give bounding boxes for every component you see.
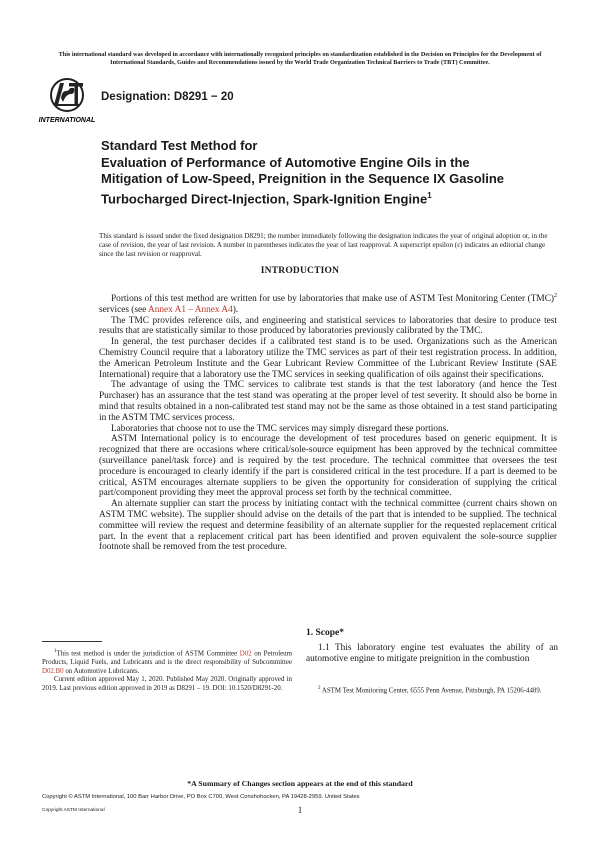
footnote-2 <box>306 685 558 696</box>
copyright-line: Copyright © ASTM International, 100 Barr Harbor Drive, PO Box C700, West Conshohocken, PA 19428-2959. United States <box>42 794 360 800</box>
scope-paragraph: 1.1 This laboratory engine test evaluates the ability of an automotive engine to mitigate preignition in the combustion <box>306 643 558 664</box>
subcommittee-link[interactable]: D02.B0 <box>42 667 64 675</box>
intro-paragraph: Laboratories that choose not to use the TMC services may simply disregard these portions. <box>111 423 449 434</box>
footnote-text: on Petroleum Products, Liquid Fuels, and Lubricants and is the direct responsibility of Subcommittee <box>42 650 292 666</box>
footnote-1-edition: Current edition approved May 1, 2020. Published May 2020. Originally approved in 2019. Last previous edition approved in 2019 as D8291 – 19. DOI: 10.1520/D8291-20. <box>42 676 292 693</box>
intro-paragraph: In general, the test purchaser decides if a calibrated test stand is to be used. Organizations such as the American Chemistry Council require that a laboratory utilize the TMC services as part of their test registration process. In addition, the American Petroleum Institute and the Gear Lubricant Review Committee of the Lubricant Review Institute (SAE International) require that a laboratory use the TMC services in seeking qualification of oils against their specifications. <box>99 337 557 380</box>
footnote-ref-2[interactable]: 2 <box>554 293 557 299</box>
title-footnote-mark[interactable]: 1 <box>427 190 432 200</box>
title-text: Evaluation of Performance of Automotive Engine Oils in the Mitigation of Low-Speed, Preignition in the Sequence IX Gasoline Turbocharged Direct-Injection, Spark-Ignition Engine <box>101 154 505 206</box>
footnote-2-para <box>306 685 558 696</box>
title-main <box>101 155 521 208</box>
logo-label: INTERNATIONAL <box>38 117 96 124</box>
summary-of-changes-note: *A Summary of Changes section appears at the end of this standard <box>187 779 413 788</box>
intro-paragraph: The TMC provides reference oils, and engineering and statistical services to laboratories that desire to produce test results that are statistically similar to those produced by laboratories previously calibrated by the TMC. <box>99 315 557 337</box>
intro-paragraph <box>99 291 557 316</box>
page-number: 1 <box>297 805 303 815</box>
committee-link[interactable]: D02 <box>239 650 252 658</box>
intro-text: services (see <box>99 304 149 315</box>
footnote-text: This test method is under the jurisdiction of ASTM Committee <box>56 650 240 658</box>
intro-text: ). <box>232 304 239 315</box>
footnote-text: on Automotive Lubricants. <box>63 667 140 675</box>
intro-paragraph: ASTM International policy is to encourage the development of test procedures based on generic equipment. It is recognized that there are occasions where critical/sole-source equipment has been approved by the technical committee (surveillance panel/task force) and is required by the test procedure. The technical committee that oversees the test procedure is encouraged to clearly identify if the part is considered critical in the test procedure. If a part is deemed to be critical, ASTM encourages alternate suppliers to be given the opportunity for consideration of supplying the critical part/component providing they meet the approval process set forth by the technical committee. <box>99 434 557 499</box>
wto-notice: This international standard was developed in accordance with internationally recognized principles on standardization established in the Decision on Principles for the Development of International Standards, Guides and Recommendations issued by the World Trade Organization Technical Barriers to Trade (TBT) Committee. <box>58 51 542 66</box>
intro-text: Portions of this test method are written for use by laboratories that make use of ASTM Test Monitoring Center (TMC) <box>111 294 554 305</box>
document-title <box>101 138 521 207</box>
designation: Designation: D8291 − 20 <box>101 91 234 103</box>
footnote-text: ASTM Test Monitoring Center, 6555 Penn Avenue, Pittsburgh, PA 15206-4489. <box>320 687 542 695</box>
scope-heading: 1. Scope* <box>306 628 344 638</box>
intro-paragraph: The advantage of using the TMC services to calibrate test stands is that the test laboratory (and hence the Test Purchaser) has an assurance that the test stand was operating at the proper level of test severity. It should also be borne in mind that results obtained in a non-calibrated test stand may not be the same as those obtained in a test stand participating in the ASTM TMC services process. <box>99 380 557 423</box>
title-line-1: Standard Test Method for <box>101 138 258 153</box>
footnote-1-para <box>42 648 292 676</box>
footnote-1 <box>42 648 292 694</box>
copyright-watermark: Copyright ASTM International <box>42 808 105 813</box>
astm-logo-icon <box>36 74 98 126</box>
footnote-number: 2 <box>318 686 321 691</box>
intro-paragraph: An alternate supplier can start the process by initiating contact with the technical committee (current chairs shown on ASTM TMC website). The supplier should advise on the details of the part that is intended to be supplied. The technical committee will review the request and determine feasibility of an alternate supplier for the requested replacement critical part. In the event that a replacement critical part has been identified and proven equivalent the sole-source supplier footnote shall be removed from the test procedure. <box>99 499 557 553</box>
scope-body <box>306 643 558 665</box>
footnote-number: 1 <box>54 649 57 654</box>
annex-link[interactable]: Annex A1 – Annex A4 <box>148 304 233 315</box>
footnote-divider <box>42 641 102 642</box>
introduction-heading: INTRODUCTION <box>260 266 340 276</box>
introduction-body <box>99 291 557 553</box>
issuance-note: This standard is issued under the fixed designation D8291; the number immediately following the designation indicates the year of original adoption or, in the case of revision, the year of last revision. A number in parentheses indicates the year of last reapproval. A superscript epsilon (ε) indicates an editorial change since the last revision or reapproval. <box>99 232 548 258</box>
